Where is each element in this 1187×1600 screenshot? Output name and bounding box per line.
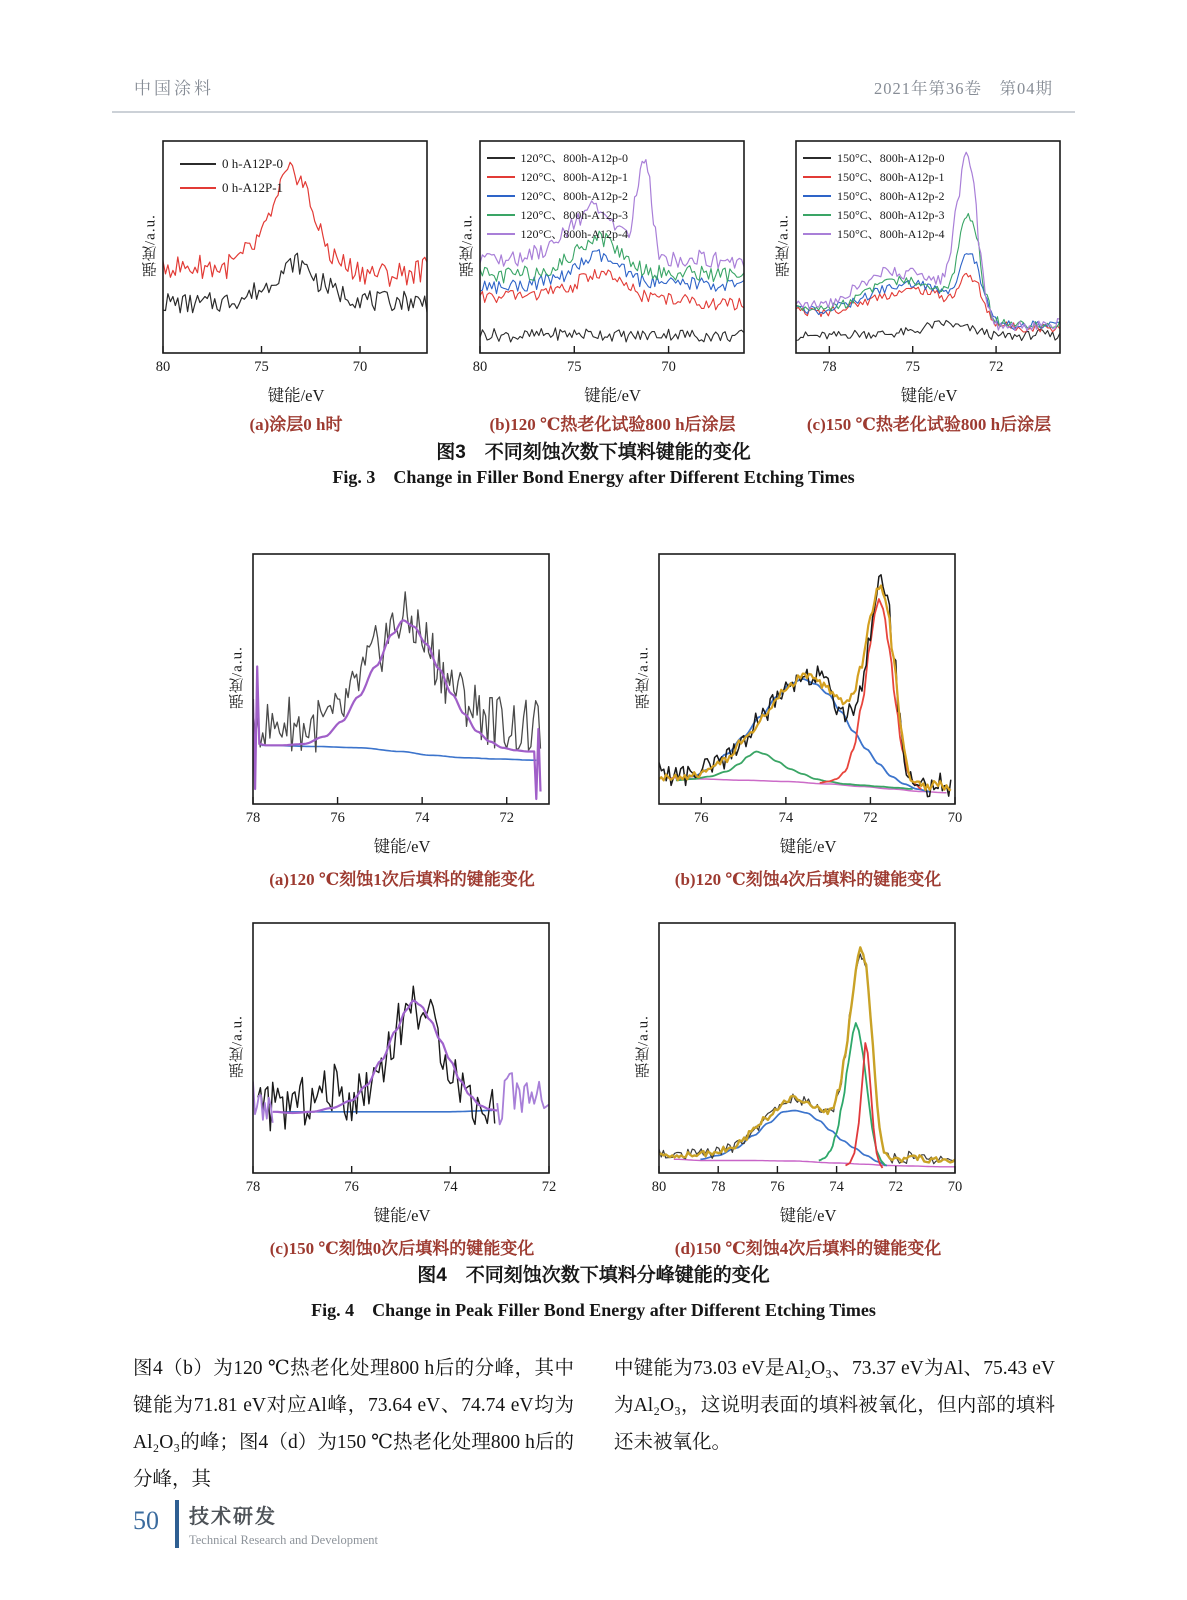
legend-item <box>180 176 283 200</box>
fig4-panel-a <box>222 553 552 890</box>
legend-line-swatch <box>487 214 515 216</box>
series-150-2 <box>796 254 1060 330</box>
legend-line-swatch <box>180 163 216 165</box>
panel-caption: (c)150 ℃热老化试验800 h后涂层 <box>806 415 1052 434</box>
series-baseline <box>668 778 947 793</box>
x-tick-label: 80 <box>472 359 487 375</box>
body-column-right: 中键能为73.03 eV是Al₂O₃、73.37 eV为Al、75.43 eV为Al₂O₃，这说明表面的填料被氧化，但内部的填料还未被氧化。 <box>614 1358 1055 1453</box>
legend-line-swatch <box>803 195 831 197</box>
x-tick-label: 78 <box>245 1179 261 1195</box>
legend-label: 0 h-A12P-0 <box>222 156 284 171</box>
legend-label: 0 h-A12P-1 <box>222 180 284 195</box>
legend-item <box>803 205 944 224</box>
legend-item <box>803 224 944 243</box>
footer-divider-bar <box>175 1500 179 1548</box>
figure4-panels <box>222 553 963 1259</box>
legend-item <box>487 148 628 167</box>
legend-line-swatch <box>180 187 216 189</box>
x-tick-label: 80 <box>651 1179 667 1195</box>
legend-label: 120°C、800h-A12p-4 <box>520 227 628 241</box>
x-tick-label: 78 <box>245 810 261 826</box>
legend <box>487 148 628 243</box>
legend-item <box>180 152 283 176</box>
series-fit-peak <box>253 620 541 799</box>
y-axis-label: 强度/a.u. <box>142 214 159 278</box>
x-tick-label: 72 <box>541 1179 557 1195</box>
panel-caption: (a)涂层0 h时 <box>249 415 343 434</box>
y-axis-label: 强度/a.u. <box>229 646 246 710</box>
x-tick-label: 72 <box>499 810 514 826</box>
figure3-panels <box>138 140 1063 435</box>
series-120-0 <box>480 328 744 342</box>
section-title-zh: 技术研发 <box>189 1506 277 1528</box>
x-tick-label: 70 <box>352 359 368 375</box>
legend-item <box>487 167 628 186</box>
legend-label: 150°C、800h-A12p-3 <box>837 208 945 222</box>
page-number: 50 <box>133 1506 159 1535</box>
fig4-caption-en: Fig. 4 Change in Peak Filler Bond Energy after Different Etching Times <box>311 1300 876 1320</box>
series-envelope <box>659 947 955 1162</box>
legend-line-swatch <box>803 214 831 216</box>
legend-line-swatch <box>487 233 515 235</box>
plot-area <box>245 553 550 829</box>
x-axis-label: 键能/eV <box>900 386 958 405</box>
legend-label: 120°C、800h-A12p-3 <box>520 208 628 222</box>
x-axis-label: 键能/eV <box>779 1206 837 1225</box>
body-column-left: 图4（b）为120 ℃热老化处理800 h后的分峰，其中键能为71.81 eV对应Al峰，73.64 eV、74.74 eV均为Al₂O₃的峰；图4（d）为150 ℃热老化处理800 h后的分峰，其 <box>133 1358 574 1490</box>
x-axis-label: 键能/eV <box>373 837 431 856</box>
x-tick-label: 76 <box>694 810 709 826</box>
plot-area <box>658 553 963 829</box>
x-tick-label: 80 <box>155 359 171 375</box>
x-tick-label: 74 <box>778 810 794 826</box>
plot-frame <box>253 923 549 1173</box>
x-tick-label: 75 <box>254 359 269 375</box>
legend-label: 150°C、800h-A12p-4 <box>837 227 945 241</box>
issue-info: 2021年第36卷 第04期 <box>874 79 1053 98</box>
x-tick-label: 70 <box>947 1179 963 1195</box>
fig4-panel-c <box>222 922 557 1259</box>
series-fit-peak <box>273 1001 498 1114</box>
legend-item <box>803 186 944 205</box>
y-axis-label: 强度/a.u. <box>459 214 475 278</box>
plot-area <box>245 922 557 1198</box>
legend-line-swatch <box>487 157 515 159</box>
x-tick-label: 75 <box>905 359 920 375</box>
fig3-panel-b <box>455 140 747 435</box>
x-tick-label: 76 <box>330 810 345 826</box>
fig3-panel-a <box>138 140 430 435</box>
legend-line-swatch <box>803 176 831 178</box>
x-axis-label: 键能/eV <box>584 386 641 405</box>
page-header <box>112 74 1075 113</box>
panel-caption: (d)150 ℃刻蚀4次后填料的键能变化 <box>674 1239 942 1258</box>
legend-line-swatch <box>487 195 515 197</box>
x-tick-label: 72 <box>888 1179 904 1195</box>
legend-label: 150°C、800h-A12p-2 <box>837 189 945 203</box>
x-tick-label: 70 <box>660 359 676 375</box>
series-fit-tail-right <box>497 1073 549 1124</box>
plot-frame <box>659 923 955 1173</box>
y-axis-label: 强度/a.u. <box>775 214 792 278</box>
legend <box>803 148 944 243</box>
plot-area <box>651 922 963 1198</box>
series-raw-data <box>258 986 495 1130</box>
panel-caption: (b)120 ℃热老化试验800 h后涂层 <box>489 415 736 434</box>
x-tick-label: 72 <box>863 810 878 826</box>
fig4-caption-zh: 图4 不同刻蚀次数下填料分峰键能的变化 <box>417 1265 770 1286</box>
x-tick-label: 75 <box>566 359 582 375</box>
section-title-en: Technical Research and Development <box>189 1533 378 1547</box>
fig3-panel-c <box>771 140 1063 435</box>
x-axis-label: 键能/eV <box>267 386 325 405</box>
y-axis-label: 强度/a.u. <box>229 1015 246 1079</box>
x-tick-label: 72 <box>988 359 1004 375</box>
legend-line-swatch <box>803 157 831 159</box>
x-tick-label: 78 <box>822 359 837 375</box>
series-0h-A12P-0 <box>163 253 427 313</box>
legend-label: 120°C、800h-A12p-0 <box>520 151 628 165</box>
legend-label: 120°C、800h-A12p-1 <box>520 170 628 184</box>
page-footer <box>133 1498 378 1548</box>
panel-caption: (c)150 ℃刻蚀0次后填料的键能变化 <box>269 1239 535 1258</box>
series-envelope <box>659 586 951 791</box>
x-tick-label: 70 <box>947 810 963 826</box>
y-axis-label: 强度/a.u. <box>635 646 652 710</box>
fig3-caption-en: Fig. 3 Change in Filler Bond Energy after Different Etching Times <box>332 467 855 487</box>
legend-label: 150°C、800h-A12p-0 <box>837 151 945 165</box>
panel-caption: (b)120 ℃刻蚀4次后填料的键能变化 <box>674 870 942 889</box>
body-text <box>133 1350 1055 1498</box>
legend-line-swatch <box>803 233 831 235</box>
series-raw-data <box>659 954 955 1164</box>
legend-item <box>487 224 628 243</box>
x-axis-label: 键能/eV <box>779 837 837 856</box>
y-axis-label: 强度/a.u. <box>635 1015 652 1079</box>
legend-item <box>803 148 944 167</box>
x-tick-label: 76 <box>770 1179 785 1195</box>
fig4-panel-b <box>628 553 963 890</box>
series-raw-data <box>253 592 541 752</box>
x-tick-label: 74 <box>443 1179 458 1195</box>
legend-line-swatch <box>487 176 515 178</box>
legend <box>180 152 283 200</box>
legend-label: 150°C、800h-A12p-1 <box>837 170 945 184</box>
x-axis-label: 键能/eV <box>373 1206 431 1225</box>
legend-label: 120°C、800h-A12p-2 <box>520 189 628 203</box>
x-tick-label: 74 <box>414 810 430 826</box>
panel-caption: (a)120 ℃刻蚀1次后填料的键能变化 <box>269 870 535 889</box>
legend-item <box>487 205 628 224</box>
legend-item <box>487 186 628 205</box>
legend-item <box>803 167 944 186</box>
x-tick-label: 76 <box>344 1179 359 1195</box>
x-tick-label: 78 <box>710 1179 726 1195</box>
x-tick-label: 74 <box>829 1179 844 1195</box>
series-baseline <box>674 1159 955 1167</box>
fig4-panel-d <box>628 922 963 1259</box>
journal-name: 中国涂料 <box>134 79 214 98</box>
fig3-caption-zh: 图3 不同刻蚀次数下填料键能的变化 <box>436 442 751 463</box>
plot-frame <box>253 554 549 804</box>
